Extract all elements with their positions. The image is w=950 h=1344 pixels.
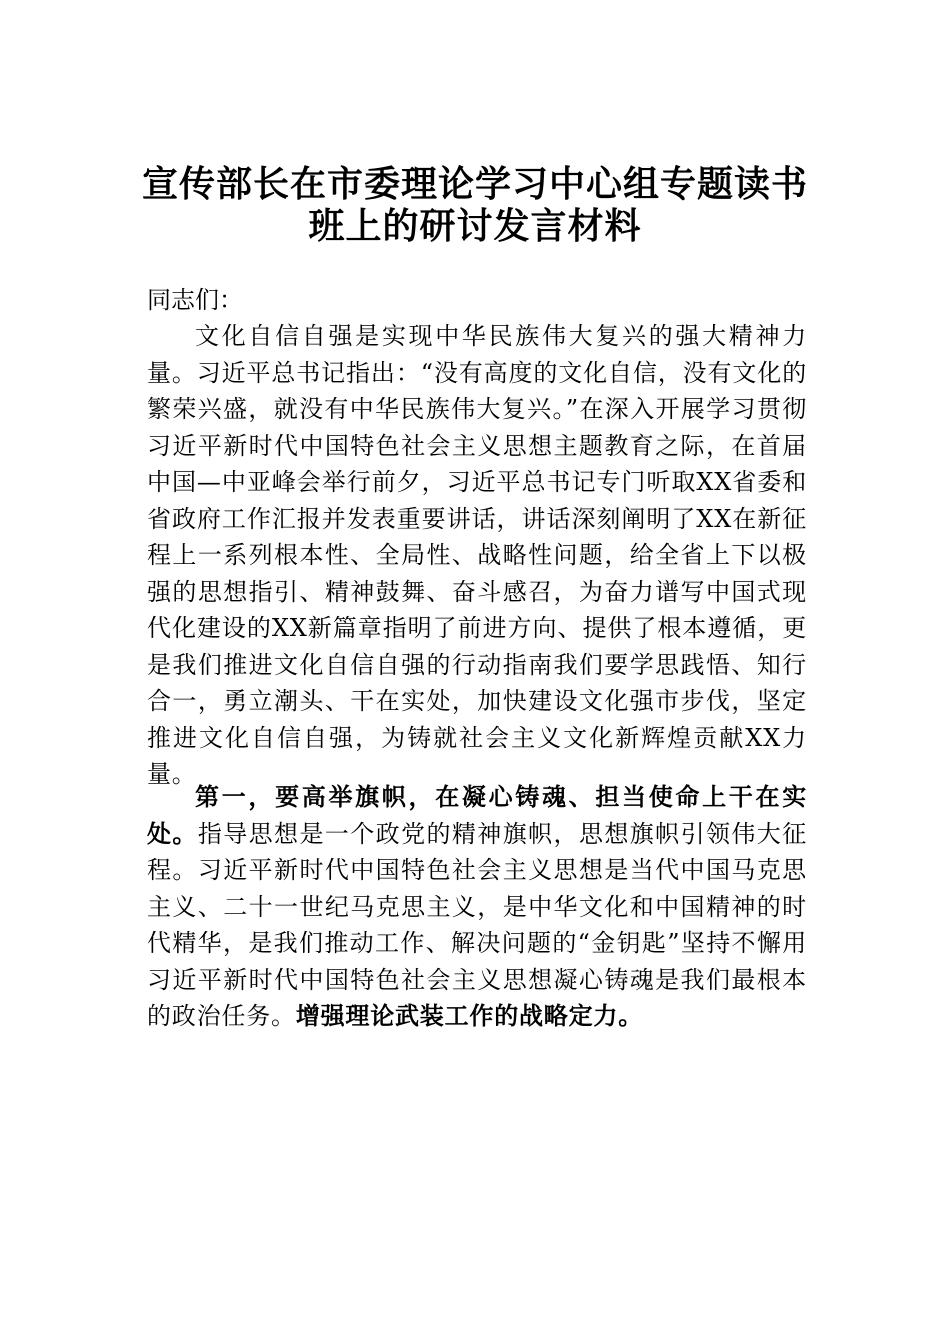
first-point-heading: 第一，要高举旗帜，在凝心铸魂、担当使命上干在实处。 [147, 782, 807, 848]
paragraph-intro: 文化自信自强是实现中华民族伟大复兴的强大精神力量。习近平总书记指出：“没有高度的文化自信，没有文化的繁荣兴盛，就没有中华民族伟大复兴。”在深入开展学习贯彻习近平新时代中国特色社会主义思想主题教育之际，在首届中国—中亚峰会举行前夕，习近平总书记专门听取XX省委和省政府工作汇报并发表重要讲话，讲话深刻阐明了XX在新征程上一系列根本性、全局性、战略性问题，给全省上下以极强的思想指引、精神鼓舞、奋斗感召，为奋力谱写中国式现代化建设的XX新篇章指明了前进方向、提供了根本遵循，更是我们推进文化自信自强的行动指南我们要学思践悟、知行合一，勇立潮头、干在实处，加快建设文化强市步伐，坚定推进文化自信自强，为铸就社会主义文化新辉煌贡献XX力量。 [147, 322, 807, 788]
paragraph-first-point [147, 779, 807, 1035]
first-point-subheading: 增强理论武装工作的战略定力。 [295, 1001, 644, 1030]
document-title-line-2: 班上的研讨发言材料 [308, 205, 642, 247]
salutation: 同志们： [147, 286, 243, 314]
first-point-body: 指导思想是一个政党的精神旗帜，思想旗帜引领伟大征程。习近平新时代中国特色社会主义思想是当代中国马克思主义、二十一世纪马克思主义，是中华文化和中国精神的时代精华，是我们推动工作、解决问题的“金钥匙”坚持不懈用习近平新时代中国特色社会主义思想凝心铸魂是我们最根本的政治任务。 [147, 819, 807, 1030]
document-title-line-1: 宣传部长在市委理论学习中心组专题读书 [141, 163, 808, 205]
